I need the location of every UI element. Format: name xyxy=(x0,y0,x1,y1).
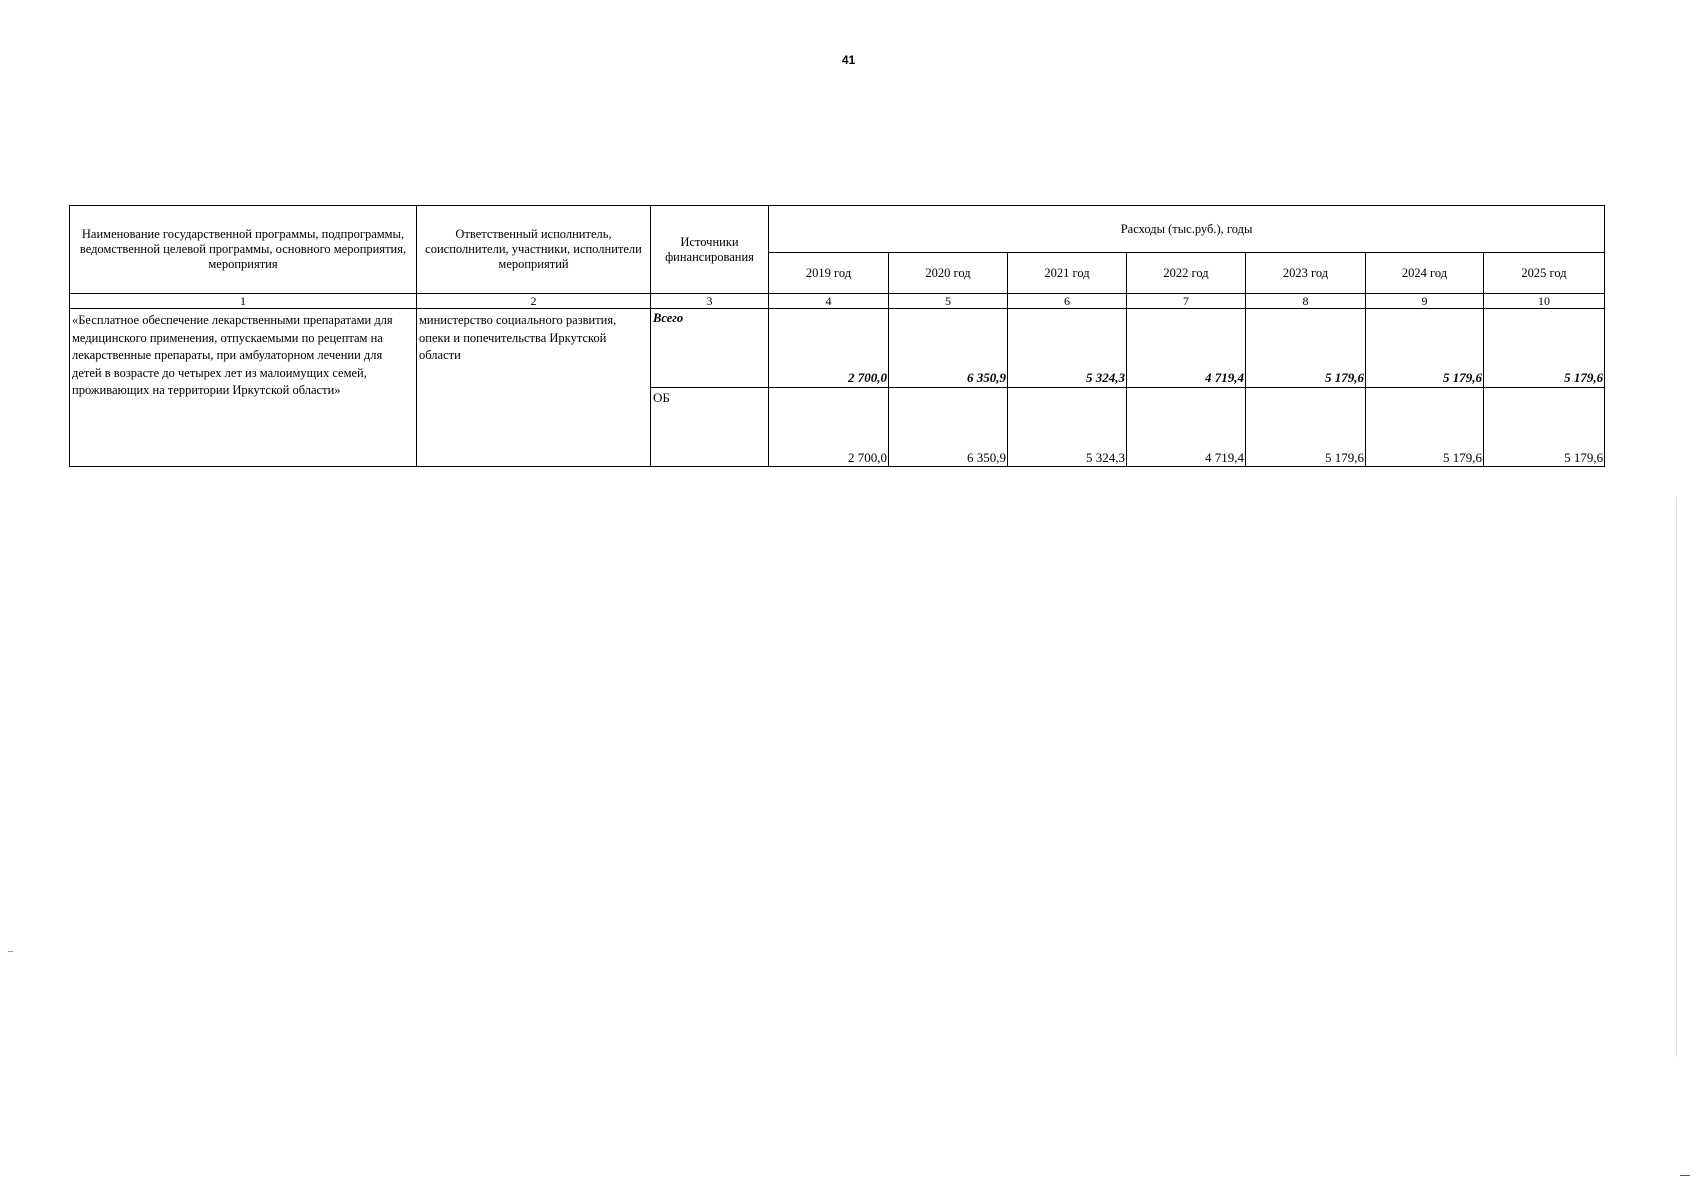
value-cell: 5 179,6 xyxy=(1366,309,1484,388)
header-year: 2019 год xyxy=(769,253,889,294)
table-row-total xyxy=(70,309,1605,388)
value-cell: 5 179,6 xyxy=(1366,388,1484,467)
header-year: 2023 год xyxy=(1246,253,1366,294)
value-cell: 2 700,0 xyxy=(769,309,889,388)
header-year: 2024 год xyxy=(1366,253,1484,294)
column-number: 9 xyxy=(1366,294,1484,309)
column-number: 8 xyxy=(1246,294,1366,309)
value-cell: 4 719,4 xyxy=(1127,388,1246,467)
page-number: 41 xyxy=(841,53,856,67)
value-cell: 5 179,6 xyxy=(1484,388,1605,467)
scan-artifact xyxy=(1680,1175,1690,1176)
expenses-table xyxy=(69,205,1605,467)
value-cell: 5 179,6 xyxy=(1246,309,1366,388)
value-cell: 2 700,0 xyxy=(769,388,889,467)
value-cell: 5 179,6 xyxy=(1484,309,1605,388)
program-name-cell: «Бесплатное обеспечение лекарственными препаратами для медицинского применения, отпускаемыми по рецептам на лекарственные препараты, при амбулаторном лечении для детей в возрасте до четырех лет из малоимущих семей, проживающих на территории Иркутской области» xyxy=(70,309,417,467)
value-cell: 6 350,9 xyxy=(889,309,1008,388)
header-year: 2021 год xyxy=(1008,253,1127,294)
column-number: 1 xyxy=(70,294,417,309)
value-cell: 5 179,6 xyxy=(1246,388,1366,467)
column-number: 3 xyxy=(651,294,769,309)
header-financing-source: Источники финансирования xyxy=(651,206,769,294)
scan-artifact xyxy=(8,951,13,952)
header-year: 2025 год xyxy=(1484,253,1605,294)
financing-source-ob: ОБ xyxy=(651,388,769,467)
scan-artifact xyxy=(1676,497,1677,1057)
column-number: 7 xyxy=(1127,294,1246,309)
column-number: 2 xyxy=(417,294,651,309)
column-number: 4 xyxy=(769,294,889,309)
column-number: 6 xyxy=(1008,294,1127,309)
value-cell: 5 324,3 xyxy=(1008,388,1127,467)
financing-source-total: Всего xyxy=(651,309,769,388)
value-cell: 5 324,3 xyxy=(1008,309,1127,388)
header-year: 2022 год xyxy=(1127,253,1246,294)
column-number: 10 xyxy=(1484,294,1605,309)
column-number-row xyxy=(70,294,1605,309)
column-number: 5 xyxy=(889,294,1008,309)
header-executor: Ответственный исполнитель, соисполнители, участники, исполнители мероприятий xyxy=(417,206,651,294)
header-expenses: Расходы (тыс.руб.), годы xyxy=(769,206,1605,253)
executor-cell: министерство социального развития, опеки и попечительства Иркутской области xyxy=(417,309,651,467)
header-program-name: Наименование государственной программы, подпрограммы, ведомственной целевой программы, основного мероприятия, мероприятия xyxy=(70,206,417,294)
value-cell: 4 719,4 xyxy=(1127,309,1246,388)
header-year: 2020 год xyxy=(889,253,1008,294)
value-cell: 6 350,9 xyxy=(889,388,1008,467)
